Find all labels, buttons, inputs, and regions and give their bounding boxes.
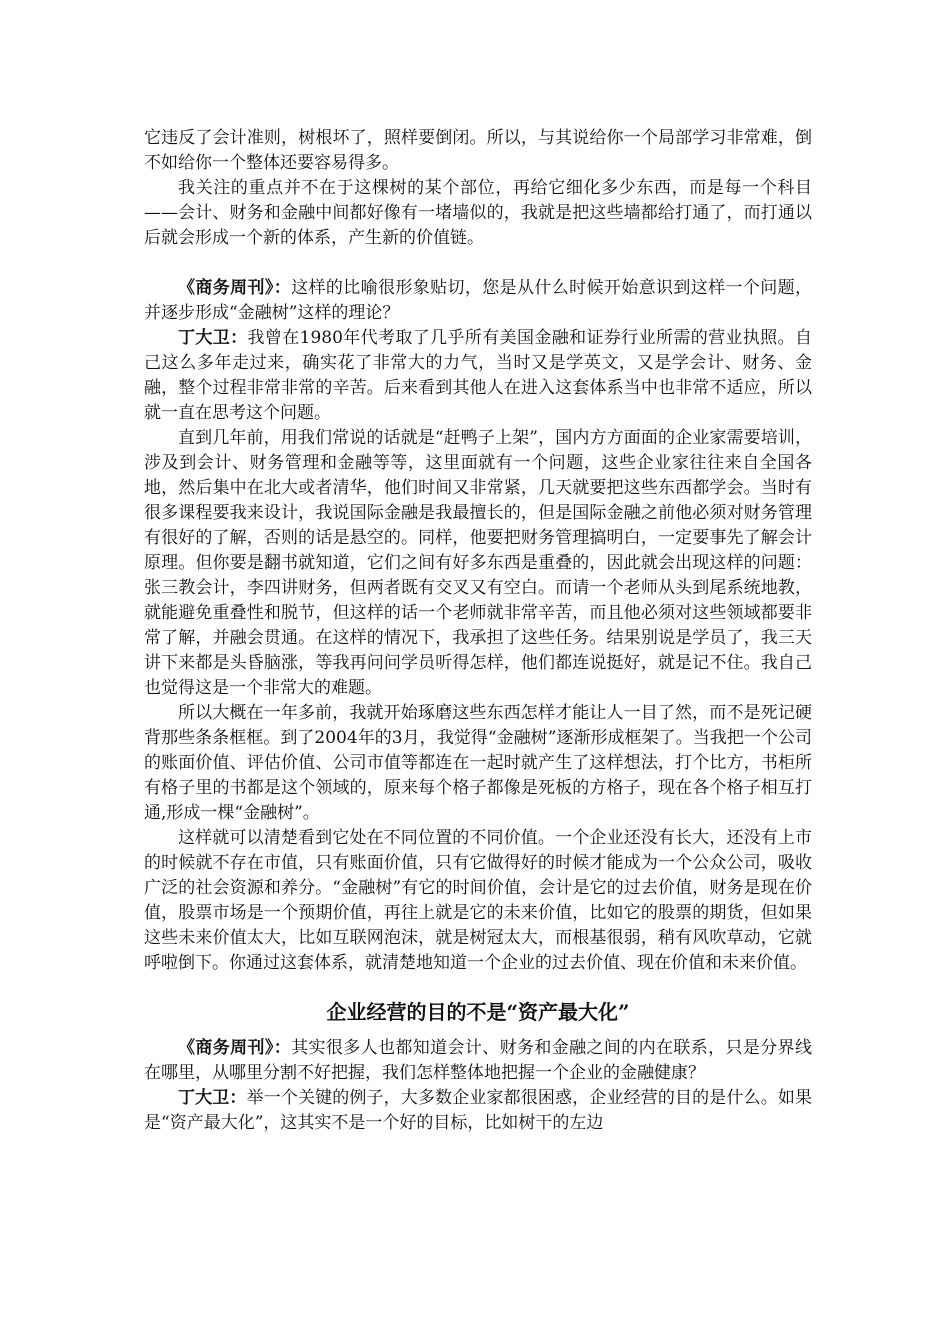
interviewee-label: 丁大卫： [178, 1088, 247, 1108]
paragraph: 直到几年前，用我们常说的话就是“赶鸭子上架”，国内方方面面的企业家需要培训，涉及到会计、财务管理和金融等等，这里面就有一个问题，这些企业家往往来自全国各地，然后集中在北大或者清华，他们时间又非常紧，几天就要把这些东西都学会。当时有很多课程要我来设计，我说国际金融是我最擅长的，但是国际金融之前他必须对财务管理有很好的了解，否则的话是悬空的。同样，他要把财务管理搞明白，一定要事先了解会计原理。但你要是翻书就知道，它们之间有好多东西是重叠的，因此就会出现这样的问题：张三教会计，李四讲财务，但两者既有交叉又有空白。而请一个老师从头到尾系统地教，就能避免重叠性和脱节，但这样的话一个老师就非常辛苦，而且他必须对这些领域都要非常了解，并融会贯通。在这样的情况下，我承担了这些任务。结果别说是学员了，我三天讲下来都是头昏脑涨，等我再问问学员听得怎样，他们都连说挺好，就是记不住。我自己也觉得这是一个非常大的难题。 [144, 428, 812, 698]
question-text: 其实很多人也都知道会计、财务和金融之间的内在联系，只是分界线在哪里，从哪里分割不好把握，我们怎样整体地把握一个企业的金融健康？ [144, 1038, 812, 1083]
answer-text: 举一个关键的例子，大多数企业家都很困惑，企业经营的目的是什么。如果是“资产最大化”，这其实不是一个好的目标，比如树干的左边 [144, 1088, 813, 1133]
answer-paragraph [144, 326, 812, 426]
paragraph: 它违反了会计准则，树根坏了，照样要倒闭。所以，与其说给你一个局部学习非常难，倒不如给你一个整体还要容易得多。 [144, 128, 812, 173]
interviewee-label: 丁大卫： [178, 328, 248, 348]
question-paragraph [144, 276, 812, 326]
question-paragraph [144, 1036, 812, 1086]
paragraph: 我关注的重点并不在于这棵树的某个部位，再给它细化多少东西，而是每一个科目——会计、财务和金融中间都好像有一堵墙似的，我就是把这些墙都给打通了，而打通以后就会形成一个新的体系，产生新的价值链。 [144, 178, 812, 248]
question-text: 这样的比喻很形象贴切，您是从什么时候开始意识到这样一个问题，并逐步形成“金融树”这样的理论？ [144, 278, 812, 323]
interviewer-label: 《商务周刊》： [178, 1038, 292, 1058]
paragraph-spacer [144, 251, 812, 276]
paragraph: 这样就可以清楚看到它处在不同位置的不同价值。一个企业还没有长大，还没有上市的时候就不存在市值，只有账面价值，只有它做得好的时候才能成为一个公众公司，吸收广泛的社会资源和养分。“金融树”有它的时间价值，会计是它的过去价值，财务是现在价值，股票市场是一个预期价值，再往上就是它的未来价值，比如它的股票的期货，但如果这些未来价值太大，比如互联网泡沫，就是树冠太大，而根基很弱，稍有风吹草动，它就呼啦倒下。你通过这套体系，就清楚地知道一个企业的过去价值、现在价值和未来价值。 [144, 828, 812, 973]
answer-paragraph [144, 1086, 812, 1136]
interviewer-label: 《商务周刊》： [178, 278, 292, 298]
answer-text: 我曾在1980年代考取了几乎所有美国金融和证券行业所需的营业执照。自己这么多年走过来，确实花了非常大的力气，当时又是学英文，又是学会计、财务、金融，整个过程非常非常的辛苦。后来看到其他人在进入这套体系当中也非常不适应，所以就一直在思考这个问题。 [144, 328, 812, 423]
paragraph: 所以大概在一年多前，我就开始琢磨这些东西怎样才能让人一目了然，而不是死记硬背那些条条框框。到了2004年的3月，我觉得“金融树”逐渐形成框架了。当我把一个公司的账面价值、评估价值、公司市值等都连在一起时就产生了这样想法，打个比方，书柜所有格子里的书都是这个领域的，原来每个格子都像是死板的方格子，现在各个格子相互打通,形成一棵“金融树”。 [144, 703, 812, 823]
article-body [144, 126, 812, 1136]
section-heading: 企业经营的目的不是“资产最大化” [326, 1000, 630, 1024]
